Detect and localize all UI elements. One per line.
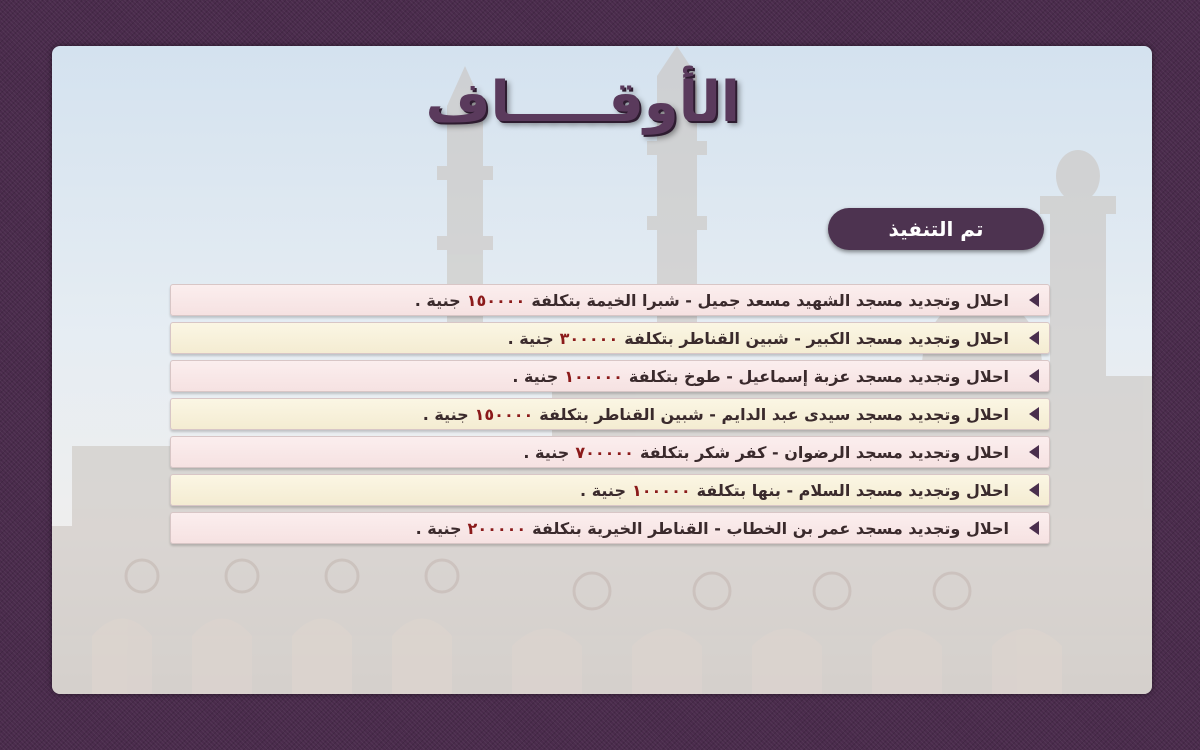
item-text: احلال وتجديد مسجد الشهيد مسعد جميل - شبرا الخيمة بتكلفة [531,290,1009,310]
item-cost: ١٥٠٠٠٠ [474,404,534,424]
bullet-arrow-icon [1029,293,1039,307]
item-cost: ١٥٠٠٠٠ [466,290,526,310]
item-text: احلال وتجديد مسجد السلام - بنها بتكلفة [696,480,1009,500]
item-text: احلال وتجديد مسجد عزبة إسماعيل - طوخ بتكلفة [628,366,1009,386]
status-badge: تم التنفيذ [828,208,1044,250]
list-item [170,474,1050,506]
list-item [170,360,1050,392]
item-unit: جنية . [422,404,469,424]
item-text: احلال وتجديد مسجد الرضوان - كفر شكر بتكلفة [639,442,1009,462]
item-text: احلال وتجديد مسجد عمر بن الخطاب - القناطر الخيرية بتكلفة [532,518,1009,538]
bullet-arrow-icon [1029,483,1039,497]
bullet-arrow-icon [1029,407,1039,421]
bullet-arrow-icon [1029,331,1039,345]
bullet-arrow-icon [1029,369,1039,383]
item-unit: جنية . [507,328,554,348]
item-cost: ٢٠٠٠٠٠ [467,518,527,538]
list-item [170,512,1050,544]
list-item [170,284,1050,316]
item-cost: ١٠٠٠٠٠ [564,366,623,386]
list-item [170,398,1050,430]
item-cost: ١٠٠٠٠٠ [632,480,691,500]
item-cost: ٧٠٠٠٠٠ [575,442,634,462]
item-unit: جنية . [415,518,462,538]
bullet-arrow-icon [1029,445,1039,459]
item-text: احلال وتجديد مسجد سيدى عبد الدايم - شبين القناطر بتكلفة [539,404,1009,424]
item-cost: ٣٠٠٠٠٠ [559,328,619,348]
projects-list [170,284,1050,550]
page-title: الأوقـــــاف [425,70,740,135]
item-unit: جنية . [523,442,570,462]
list-item [170,322,1050,354]
bullet-arrow-icon [1029,521,1039,535]
item-unit: جنية . [580,480,626,500]
item-unit: جنية . [512,366,559,386]
item-unit: جنية . [414,290,461,310]
list-item [170,436,1050,468]
item-text: احلال وتجديد مسجد الكبير - شبين القناطر بتكلفة [624,328,1009,348]
